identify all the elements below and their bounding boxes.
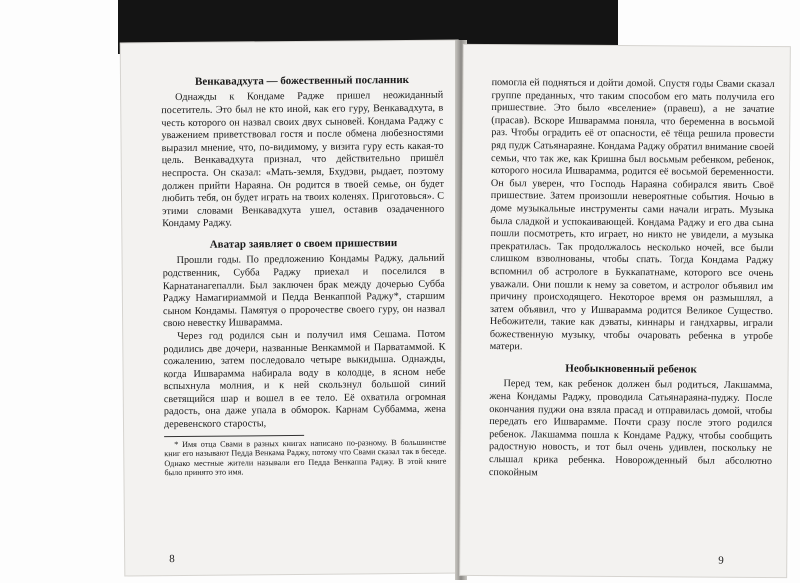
left-page	[121, 41, 463, 576]
right-paragraph-2: Перед тем, как ребенок должен был родиться, Лакшамма, жена Кондамы Раджу, проводила Сатьянараяна-пуджу. После окончания пуджи она взяла прасад и отправилась домой, чтобы передать его Ишварамме. Почти сразу после этого родился ребенок. Лакшамма пошла к Кондаме Раджу, чтобы сообщить радостную новость, и тот был очень удивлен, поскольку не слышал крика ребенка. Новорожденный был абсолютно спокойным	[488, 378, 773, 479]
left-paragraph-1: Однажды к Кондаме Радже пришел неожиданный посетитель. Это был не кто иной, как его гуру, Венкавадхута, в честь которого он назвал своих двух сыновей. Кондама Раджу с уважением приветствовал гостя и после обмена любезностями выразил мнение, что, по-видимому, у визита гуру есть какая-то цель. Венкавадхута признал, что действительно пришёл неспроста. Он сказал: «Мать-земля, Бхудэви, рыдает, поэтому должен прийти Нараяна. Он родится в твоей семье, он будет любить тебя, он будет играть на твоих коленях. Приготовься». С этими словами Венкавадхута ушел, оставив озадаченного Кондаму Раджу.	[161, 90, 445, 230]
right-paragraph-1: помогла ей подняться и дойти домой. Спустя годы Свами сказал группе преданных, что таким способом его мать получила его пришествие. Это было «вселение» (правеш), а не зачатие (прасав). Вскоре Ишварамма поняла, что беременна в восьмой раз. Чтобы оградить её от опасности, её тёща решила провести ряд пудж Сатьянараяне. Кондама Раджу обратил внимание своей семьи, что так же, как Кришна был восьмым ребенком, ребенок, которого носила Ишварамма, родится её восьмой беременности. Он был уверен, что Господь Нараяна собирался явить Своё пришествие. Затем произошли невероятные события. Ночью в доме музыкальные инструменты сами начали играть. Музыка была сладкой и успокаивающей. Кондама Раджу и его два сына пошли посмотреть, кто играет, но никто не увидели, а музыка прекратилась. Так продолжалось несколько ночей, все были слишком взволнованы, чтобы спать. Тогда Кондама Раджу вспомнил об астрологе в Буккапатнаме, которого все очень уважали. Они пошли к нему за советом, и астролог объявил им причину происходящего. Некоторое время он размышлял, а затем объявил, что у Ишварамма родится Великое Существо. Небожители, такие как дэваты, киннары и гандхарвы, играли божественную музыку, чтобы очаровать ребенка в утробе матери.	[489, 77, 775, 353]
footnote-divider	[164, 435, 304, 437]
page-number-left: 8	[169, 553, 175, 566]
page-number-right: 9	[718, 554, 724, 567]
left-paragraph-3: Через год родился сын и получил имя Сешама. Потом родились две дочери, названные Венкаммой и Парватаммой. К сожалению, затем последовало четыре выкидыша. Однажды, когда Ишварамма набирала воду в колодце, в ясном небе вспыхнула молния, и к ней скользнул большой синий светящийся шар и вошел в ее тело. Её охватила огромная радость, она даже упала в обморок. Карнам Суббамма, жена деревенского старосты,	[163, 328, 446, 431]
left-page-text	[161, 73, 447, 478]
footnote: * Имя отца Свами в разных книгах написано по-разному. В большинстве книг его называют Педда Венкама Раджу, потому что Свами сказал так в беседе. Однако местные жители называли его Педда Венкаппа Раджу. В этой книге было принято это имя.	[164, 437, 447, 478]
left-paragraph-2: Прошли годы. По предложению Кондамы Раджу, дальний родственник, Субба Раджу приехал и поселился в Карнатанагепалли. Был заключен брак между дочерью Субба Раджу Намагириаммой и Педда Венкаппой Раджу*, старшим сыном Кондамы. Памятуя о пророчестве своего гуру, он назвал свою невестку Ишварамма.	[162, 253, 446, 330]
left-heading-2: Аватар заявляет о своем пришествии	[209, 237, 398, 251]
right-heading-1: Необыкновенный ребенок	[565, 362, 697, 376]
right-page	[460, 45, 790, 577]
left-heading-1: Венкавадхута — божественный посланник	[194, 73, 410, 88]
right-page-text	[489, 77, 775, 481]
